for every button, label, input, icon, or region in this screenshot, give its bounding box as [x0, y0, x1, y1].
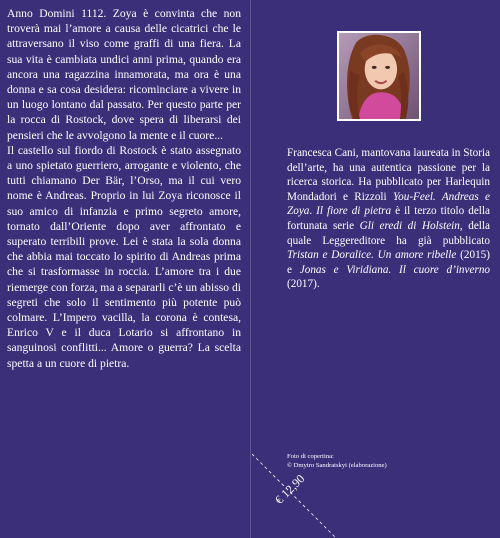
bio-text: . — [309, 205, 317, 218]
bio-title: Il fiore di pietra — [316, 205, 392, 218]
bio-title: Jonas e Viridiana. Il cuore d’inverno — [299, 263, 491, 276]
synopsis-text: Anno Domini 1112. Zoya è convinta che non troverà mai l’amore a causa delle cicatrici che le attraversano il viso come graffi di una fiera. La sua vita è cambiata undici anni prima, quando era ancora una ragazzina innamorata, ma ora è una donna e sa cosa desidera: ricominciare a vivere in un luogo lontano dal passato. Per questo parte per la rocca di Rostock, dove spera di liberarsi dei pensieri che le avvolgono la mente e il cuore... Il castello sul fiordo di Rostock è stato assegnato a uno spietato guerriero, arrogante e violento, che tutti chiamano Der Bär, l’Orso, ma il cui vero nome è Andreas. Proprio in lui Zoya riconosce il suo amico di infanzia e primo segreto amore, tornato dall’Oriente dopo aver affrontato e superato terribili prove. Lei è stata la sola donna che abbia mai toccato lo spirito di Andreas prima che si trasformasse in roccia. L’amore tra i due riemerge con forza, ma a separarli c’è un abisso di segreti che solo il sentimento più potente può colmare. L’Impero vacilla, la corona è contesa, Enrico V e il duca Lotario si affrontano in sanguinosi conflitti... Amore o guerra? La scelta spetta a un cuore di pietra. — [7, 7, 241, 370]
credit-label: Foto di copertina: — [287, 453, 334, 460]
bio-text: (2017). — [287, 278, 320, 291]
author-bio — [287, 146, 490, 292]
bio-title: Gli eredi di Holstein — [359, 219, 460, 232]
author-photo — [337, 31, 421, 121]
price-label: € 12,90 — [272, 471, 308, 507]
photo-credit — [287, 453, 437, 470]
bio-text: (2015) e — [287, 249, 490, 276]
fold-line — [250, 0, 251, 538]
bio-title: You-Feel. Andreas e Zoya — [287, 190, 490, 218]
bio-text: è il terzo titolo della fortunata serie — [287, 205, 490, 232]
synopsis — [7, 6, 241, 371]
bio-text: , della quale Leggereditore ha già pubblicato — [287, 219, 490, 247]
author-portrait-image — [339, 33, 419, 119]
credit-name: © Dmytro Sandratskyi (elaborazione) — [287, 461, 387, 469]
bio-text: Francesca Cani, mantovana laureata in Storia dell’arte, ha una autentica passione per la ricerca storica. Ha pubblicato per Harlequin Mondadori e Rizzoli — [287, 147, 490, 203]
bio-title: Tristan e Doralice. Un amore ribelle — [287, 249, 457, 262]
